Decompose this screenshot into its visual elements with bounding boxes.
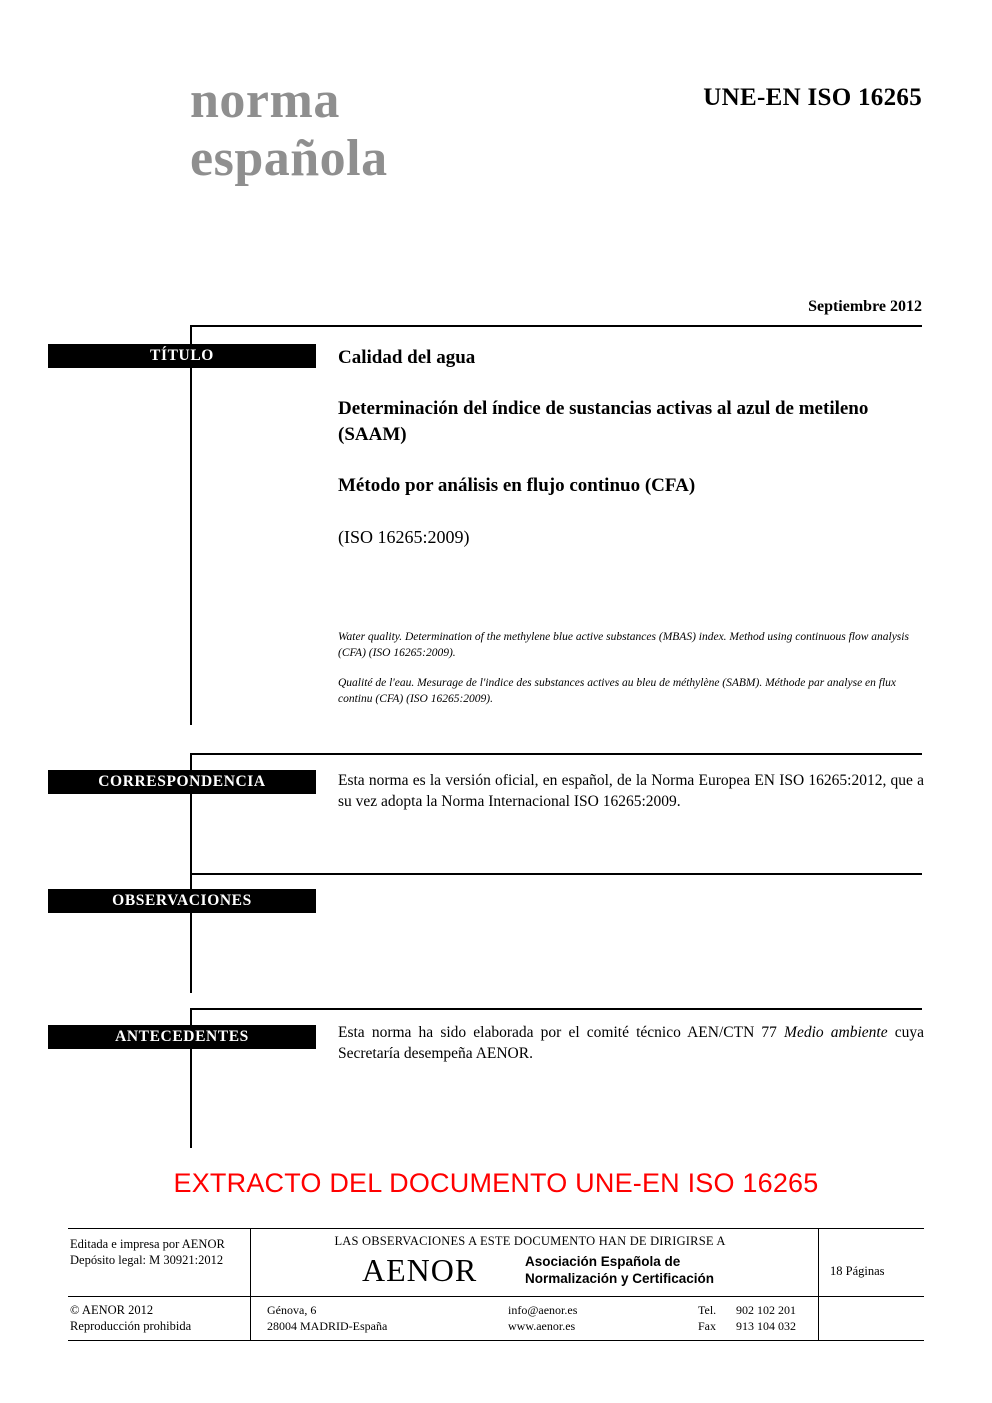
- title-line-4: (ISO 16265:2009): [338, 526, 470, 547]
- footer-page-count: 18 Páginas: [830, 1264, 885, 1278]
- title-line-3: Método por análisis en flujo continuo (CFA): [338, 475, 696, 497]
- antecedentes-text: [338, 1022, 924, 1065]
- footer-edited-line-1: Editada e impresa por AENOR: [70, 1237, 225, 1251]
- footer-rule-middle: [68, 1296, 924, 1297]
- section-content-antecedentes: [338, 1022, 924, 1065]
- section-tag-antecedentes: ANTECEDENTES: [48, 1025, 316, 1049]
- section-translations: [338, 630, 924, 721]
- footer-divider-2: [818, 1228, 819, 1340]
- aenor-logo: AENOR: [362, 1252, 478, 1288]
- footer-address-line-1: Génova, 6: [267, 1303, 317, 1317]
- extract-banner: EXTRACTO DEL DOCUMENTO UNE-EN ISO 16265: [173, 1168, 819, 1198]
- rule-top-correspondencia: [190, 753, 922, 755]
- section-content-titulo: [338, 345, 924, 549]
- spine-titulo: [190, 325, 192, 725]
- footer-fax-label: Fax: [698, 1319, 716, 1333]
- rule-top-titulo: [190, 325, 922, 327]
- standard-code: UNE-EN ISO 16265: [703, 84, 922, 111]
- aenor-subtitle-line-1: Asociación Española de: [525, 1254, 681, 1269]
- section-content-correspondencia: [338, 770, 924, 813]
- translation-french: Qualité de l'eau. Mesurage de l'indice des substances actives au bleu de méthylène (SABM). Méthode par analyse en flux continu (CFA) (ISO 16265:2009).: [338, 676, 897, 705]
- footer-copyright-line-2: Reproducción prohibida: [70, 1319, 192, 1333]
- title-line-1: Calidad del agua: [338, 347, 476, 368]
- rule-top-observaciones: [190, 873, 922, 875]
- antecedentes-text-part2: cuya Secretaría desempeña AENOR.: [338, 1024, 924, 1063]
- footer-rule-top: [68, 1228, 924, 1229]
- footer-tel-label: Tel.: [698, 1303, 717, 1317]
- footer-website[interactable]: www.aenor.es: [508, 1319, 576, 1333]
- title-line-2: Determinación del índice de sustancias activas al azul de metileno (SAAM): [338, 398, 869, 445]
- footer-divider-1: [250, 1228, 251, 1340]
- section-tag-correspondencia: CORRESPONDENCIA: [48, 770, 316, 794]
- footer-email[interactable]: info@aenor.es: [508, 1303, 578, 1317]
- masthead: [190, 72, 610, 188]
- footer-copyright-line-1: © AENOR 2012: [70, 1303, 154, 1317]
- masthead-line-2: española: [190, 130, 388, 188]
- antecedentes-text-part1: Esta norma ha sido elaborada por el comité técnico AEN/CTN 77: [338, 1024, 785, 1041]
- section-tag-titulo: TÍTULO: [48, 344, 316, 368]
- aenor-logo-subtitle: [525, 1254, 714, 1288]
- footer-tel-value: 902 102 201: [736, 1303, 796, 1317]
- footer-observations-header: LAS OBSERVACIONES A ESTE DOCUMENTO HAN DE DIRIGIRSE A: [334, 1234, 726, 1248]
- footer-rule-bottom: [68, 1340, 924, 1341]
- rule-top-antecedentes: [190, 1008, 922, 1010]
- masthead-line-1: norma: [190, 72, 340, 129]
- antecedentes-text-italic: Medio ambiente: [784, 1024, 888, 1041]
- footer-fax-value: 913 104 032: [736, 1319, 796, 1333]
- correspondencia-text: Esta norma es la versión oficial, en español, de la Norma Europea EN ISO 16265:2012, que a su vez adopta la Norma Internacional ISO 16265:2009.: [338, 772, 924, 811]
- footer-address-line-2: 28004 MADRID-España: [267, 1319, 388, 1333]
- section-tag-observaciones: OBSERVACIONES: [48, 889, 316, 913]
- footer-edited-line-2: Depósito legal: M 30921:2012: [70, 1253, 224, 1267]
- aenor-subtitle-line-2: Normalización y Certificación: [525, 1270, 715, 1286]
- publication-date: Septiembre 2012: [808, 298, 922, 315]
- translation-english: Water quality. Determination of the methylene blue active substances (MBAS) index. Method using continuous flow analysis (CFA) (ISO 16265:2009).: [338, 631, 909, 659]
